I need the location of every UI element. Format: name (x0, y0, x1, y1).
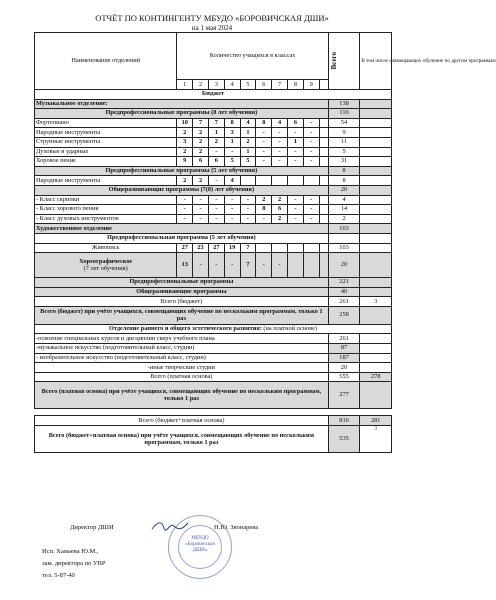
total-header: Всего (328, 33, 360, 90)
general-total-value: 40 (328, 287, 360, 297)
preprof5-label: Предпрофессиональные программы (5 лет обучения) (35, 166, 329, 176)
art-dept-label: Художественное отделение (35, 224, 329, 234)
table-row: - Класс скрипки - - - - - 2 2 - - 4 (35, 195, 392, 205)
other-studios-total: 20 (328, 363, 360, 373)
budget-total-other: 3 (360, 297, 392, 307)
preprof5-total: 8 (328, 166, 360, 176)
table-row: Хореографическое (7 лет обучения) 13 - - - 7 - - 20 (35, 253, 392, 278)
executor-name: Исп. Хамаева Ю.М., (42, 548, 99, 555)
director-label: Директор ДШИ (70, 524, 114, 531)
grand-combined-other: 3 (360, 426, 392, 453)
music-dept-total: 138 (328, 99, 360, 109)
grade-header: 5 (240, 80, 256, 90)
grand-total-label: Всего (бюджет+платная основа) (35, 416, 329, 426)
table-row: - Класс хорового пения - - - - - 8 6 - - 14 (35, 205, 392, 215)
report-title: ОТЧЁТ ПО КОНТИНГЕНТУ МБУДО «БОРОВИЧСКАЯ ДШИ» (95, 13, 329, 23)
budget-combined-label: Всего (бюджет) при учёте учащихся, совмещающих обучение по нескольким программам, только 1 раз (35, 306, 329, 324)
grade-header: 8 (288, 80, 304, 90)
paid-total-label: Всего (платная основа) (35, 372, 329, 382)
special-courses-total: 261 (328, 334, 360, 344)
preprof-total-label: Предпрофессиональные программы (35, 278, 329, 288)
art-prep-total: 187 (328, 353, 360, 363)
budget-total-label: Всего (бюджет) (35, 297, 329, 307)
general-total: 20 (328, 185, 360, 195)
preprof8-label: Предпрофессиональные программы (8 лет обучения) (35, 109, 329, 119)
general-total-label: Общеразвивающие программы (35, 287, 329, 297)
report-date: на 1 мая 2024 (191, 24, 233, 32)
table-row: Народные инструменты 2 2 1 3 1 - - - - 9 (35, 128, 392, 138)
grand-combined-value: 535 (328, 426, 360, 453)
row-label: Фортепиано (35, 118, 177, 128)
director-name: Н.Ю. Звонарева (214, 524, 259, 531)
grade-header: 9 (303, 80, 319, 90)
paid-combined-value: 277 (328, 382, 360, 409)
preprof-art-label: Предпрофессиональная программа (5 лет обучения) (35, 233, 329, 243)
other-programs-header: В том числе совмещающих обучение по другим программам (360, 33, 392, 90)
art-dept-total: 103 (328, 224, 360, 234)
budget-total-value: 261 (328, 297, 360, 307)
grade-header: 1 (177, 80, 193, 90)
paid-total-value: 555 (328, 372, 360, 382)
preprof8-total: 110 (328, 109, 360, 119)
director-signature (150, 520, 190, 532)
general-label: Общеразвивающие программы (7(8) лет обучения) (35, 185, 329, 195)
executor-phone: тел. 5-87-40 (42, 572, 75, 579)
preprof-total-value: 221 (328, 278, 360, 288)
stamp-text: МБУДО «Боровичская ДШИ» (185, 536, 215, 553)
other-studios-label: -иные творческие студии (35, 363, 329, 373)
classes-header: Количество учащихся в классах (177, 33, 328, 80)
grade-header: 3 (208, 80, 224, 90)
grade-header: 7 (272, 80, 288, 90)
grade-header: 4 (224, 80, 240, 90)
executor-position: зам. директора по УВР (42, 560, 106, 567)
dept-header: Наименование отделений (35, 33, 177, 90)
contingent-table (34, 32, 496, 453)
grade-header: 6 (256, 80, 272, 90)
paid-combined-label: Всего (платная основа) при учёте учащихся, совмещающих обучение по нескольким программам, только 1 раз (35, 382, 329, 409)
budget-label: Бюджет (35, 90, 392, 100)
special-courses-label: -освоение специальных курсов и дисциплин сверх учебного плана (35, 334, 329, 344)
grand-combined-label: Всего (бюджет+платная основа) при учёте учащихся, совмещающих обучение по нескольким программам, только 1 раз (35, 426, 329, 453)
table-row: Живопись 27 23 27 19 7 103 (35, 243, 392, 253)
table-row: Струнные инструменты 3 2 2 1 2 - - 1 - 11 (35, 137, 392, 147)
grand-total-value: 816 (328, 416, 360, 426)
early-dept-row: Отделение раннего и общего эстетического развития: (на платной основе) (35, 324, 392, 334)
table-row: Народные инструменты 2 2 - 4 8 (35, 176, 392, 186)
table-row: - Класс духовых инструментов - - - - - - 2 - - 2 (35, 214, 392, 224)
budget-combined-value: 258 (328, 306, 360, 324)
table-row: Духовые и ударные 2 2 - - 1 - - - - 5 (35, 147, 392, 157)
grade-header: 2 (193, 80, 209, 90)
table-row: Хоровое пение 9 6 6 5 5 - - - - 31 (35, 157, 392, 167)
music-prep-total: 87 (328, 344, 360, 354)
grand-total-other: 281 (360, 416, 392, 426)
table-row: Фортепиано 10 7 7 8 4 8 4 6 - 54 (35, 118, 392, 128)
art-prep-label: - изобразительное искусство (подготовительный класс, студии) (35, 353, 329, 363)
paid-total-other: 278 (360, 372, 392, 382)
music-dept-label: Музыкальное отделение: (35, 99, 329, 109)
music-prep-label: -музыкальное искусство (подготовительный класс, студии) (35, 344, 329, 354)
